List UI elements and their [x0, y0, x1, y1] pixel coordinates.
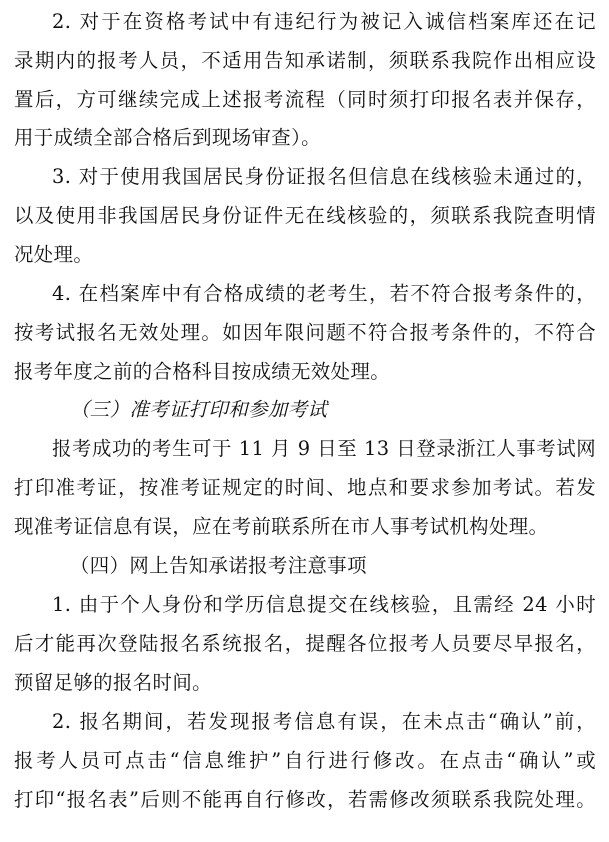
section-heading-4: （四）网上告知承诺报考注意事项	[70, 554, 367, 577]
paragraph-4-line-2: 按考试报名无效处理。如因年限问题不符合报考条件的，不符合	[14, 321, 596, 344]
note-2-line-3: 打印“报名表”后则不能再自行修改，若需修改须联系我院处理。	[14, 788, 596, 811]
exam-paragraph-line-3: 现准考证信息有误，应在考前联系所在市人事考试机构处理。	[14, 515, 549, 538]
paragraph-4-line-3: 报考年度之前的合格科目按成绩无效处理。	[14, 360, 391, 383]
paragraph-2-line-3: 置后，方可继续完成上述报考流程（同时须打印报名表并保存，	[14, 88, 596, 111]
paragraph-3-line-2: 以及使用非我国居民身份证件无在线核验的，须联系我院查明情	[14, 204, 596, 227]
exam-paragraph-line-1: 报考成功的考生可于 11 月 9 日至 13 日登录浙江人事考试网	[52, 437, 596, 460]
paragraph-4-line-1: 4. 在档案库中有合格成绩的老考生，若不符合报考条件的，	[52, 282, 596, 305]
note-2-line-1: 2. 报名期间，若发现报考信息有误，在未点击“确认”前，	[52, 710, 596, 733]
paragraph-2-line-1: 2. 对于在资格考试中有违纪行为被记入诚信档案库还在记	[52, 10, 596, 33]
paragraph-2-line-4: 用于成绩全部合格后到现场审查）。	[14, 126, 321, 149]
paragraph-3-line-3: 况处理。	[14, 243, 94, 266]
note-1-line-3: 预留足够的报名时间。	[14, 671, 212, 694]
note-1-line-2: 后才能再次登陆报名系统报名，提醒各位报考人员要尽早报名，	[14, 632, 596, 655]
note-1-line-1: 1. 由于个人身份和学历信息提交在线核验，且需经 24 小时	[52, 593, 596, 616]
exam-paragraph-line-2: 打印准考证，按准考证规定的时间、地点和要求参加考试。若发	[14, 476, 596, 499]
paragraph-3-line-1: 3. 对于使用我国居民身份证报名但信息在线核验未通过的，	[52, 165, 596, 188]
note-2-line-2: 报考人员可点击“信息维护”自行进行修改。在点击“确认”或	[14, 749, 596, 772]
section-heading-3: （三）准考证打印和参加考试	[70, 398, 328, 421]
paragraph-2-line-2: 录期内的报考人员，不适用告知承诺制，须联系我院作出相应设	[14, 49, 596, 72]
